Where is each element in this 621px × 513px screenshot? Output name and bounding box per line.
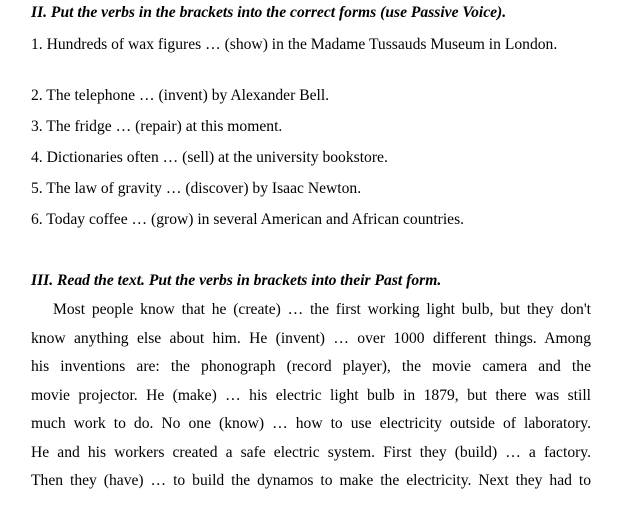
exercise-item-4: 4. Dictionaries often … (sell) at the university bookstore. bbox=[31, 149, 388, 166]
exercise-item-3: 3. The fridge … (repair) at this moment. bbox=[31, 118, 283, 135]
paragraph-line: know anything else about him. He (invent) … over 1000 different things. Among bbox=[31, 329, 591, 347]
exercise-item-1: 1. Hundreds of wax figures … (show) in the Madame Tussauds Museum in London. bbox=[31, 36, 558, 53]
section-2-heading: II. Put the verbs in the brackets into the correct forms (use Passive Voice). bbox=[31, 4, 507, 21]
exercise-item-6: 6. Today coffee … (grow) in several American and African countries. bbox=[31, 211, 465, 228]
paragraph-line: Then they (have) … to build the dynamos to make the electricity. Next they had to bbox=[31, 472, 591, 489]
paragraph-line: movie projector. He (make) … his electric light bulb in 1879, but there was still bbox=[31, 386, 591, 404]
paragraph-line: much work to do. No one (know) … how to use electricity outside of laboratory. bbox=[31, 415, 591, 432]
paragraph-line: his inventions are: the phonograph (record player), the movie camera and the bbox=[31, 358, 591, 375]
reading-paragraph bbox=[31, 300, 591, 500]
exercise-item-2: 2. The telephone … (invent) by Alexander Bell. bbox=[31, 87, 330, 104]
exercise-item-5: 5. The law of gravity … (discover) by Isaac Newton. bbox=[31, 180, 362, 197]
paragraph-line: Most people know that he (create) … the first working light bulb, but they don't bbox=[53, 301, 591, 318]
section-3-heading: III. Read the text. Put the verbs in brackets into their Past form. bbox=[31, 272, 442, 289]
paragraph-line: He and his workers created a safe electric system. First they (build) … a factory. bbox=[31, 443, 591, 461]
